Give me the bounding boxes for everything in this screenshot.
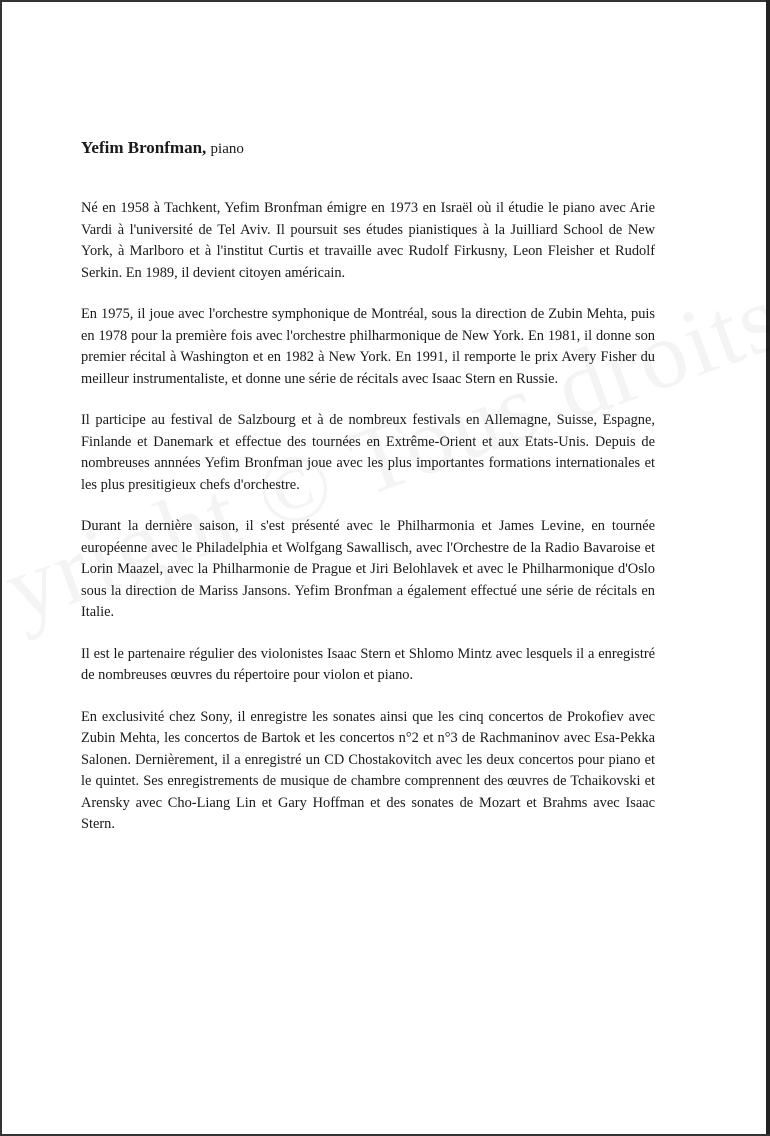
paragraph-biography-early: Né en 1958 à Tachkent, Yefim Bronfman émigre en 1973 en Israël où il étudie le piano avec Arie Vardi à l'université de Tel Aviv. Il poursuit ses études pianistiques à la Juilliard School de New York, à Marlboro et à l'institut Curtis et travaille avec Rudolf Firkusny, Leon Fleisher et Rudolf Serkin. En 1989, il devient citoyen américain. bbox=[81, 200, 655, 281]
page-border-top bbox=[0, 0, 770, 2]
artist-role: piano bbox=[210, 141, 244, 157]
paragraph-festivals: Il participe au festival de Salzbourg et à de nombreux festivals en Allemagne, Suisse, Espagne, Finlande et Danemark et effectue des tournées en Extrême-Orient et aux Etats-Unis. Depuis de nombreuses annnées Yefim Bronfman joue avec les plus importantes formations internationales et les plus presitigieux chefs d'orchestre. bbox=[81, 412, 655, 493]
artist-heading bbox=[81, 136, 655, 161]
paragraph-career-debut: En 1975, il joue avec l'orchestre symphonique de Montréal, sous la direction de Zubin Mehta, puis en 1978 pour la première fois avec l'orchestre philharmonique de New York. En 1981, il donne son premier récital à Washington et en 1982 à New York. En 1991, il remporte le prix Avery Fisher du meilleur instrumentaliste, et donne une série de récitals avec Isaac Stern en Russie. bbox=[81, 306, 655, 387]
paragraph-recordings: En exclusivité chez Sony, il enregistre les sonates ainsi que les cinq concertos de Prokofiev avec Zubin Mehta, les concertos de Bartok et les concertos n°2 et n°3 de Rachmaninov avec Esa-Pekka Salonen. Dernièrement, il a enregistré un CD Chostakovitch avec les deux concertos pour piano et le quintet. Ses enregistrements de musique de chambre comprennent des œuvres de Tchaikovski et Arensky avec Cho-Liang Lin et Gary Hoffman et des sonates de Mozart et Brahms avec Isaac Stern. bbox=[81, 708, 655, 832]
page-border-right bbox=[766, 0, 770, 1136]
artist-name: Yefim Bronfman, bbox=[81, 138, 207, 157]
paragraph-partners: Il est le partenaire régulier des violonistes Isaac Stern et Shlomo Mintz avec lesquels il a enregistré de nombreuses œuvres du répertoire pour violon et piano. bbox=[81, 645, 655, 683]
page-border-left bbox=[0, 0, 2, 1136]
document-body bbox=[81, 136, 655, 856]
paragraph-last-season: Durant la dernière saison, il s'est présenté avec le Philharmonia et James Levine, en tournée européenne avec le Philadelphia et Wolfgang Sawallisch, avec l'Orchestre de la Radio Bavaroise et Lorin Maazel, avec la Philharmonie de Prague et Jiri Belohlavek et avec le Philharmonique d'Oslo sous la direction de Mariss Jansons. Yefim Bronfman a également effectué une série de récitals en Italie. bbox=[81, 518, 655, 620]
